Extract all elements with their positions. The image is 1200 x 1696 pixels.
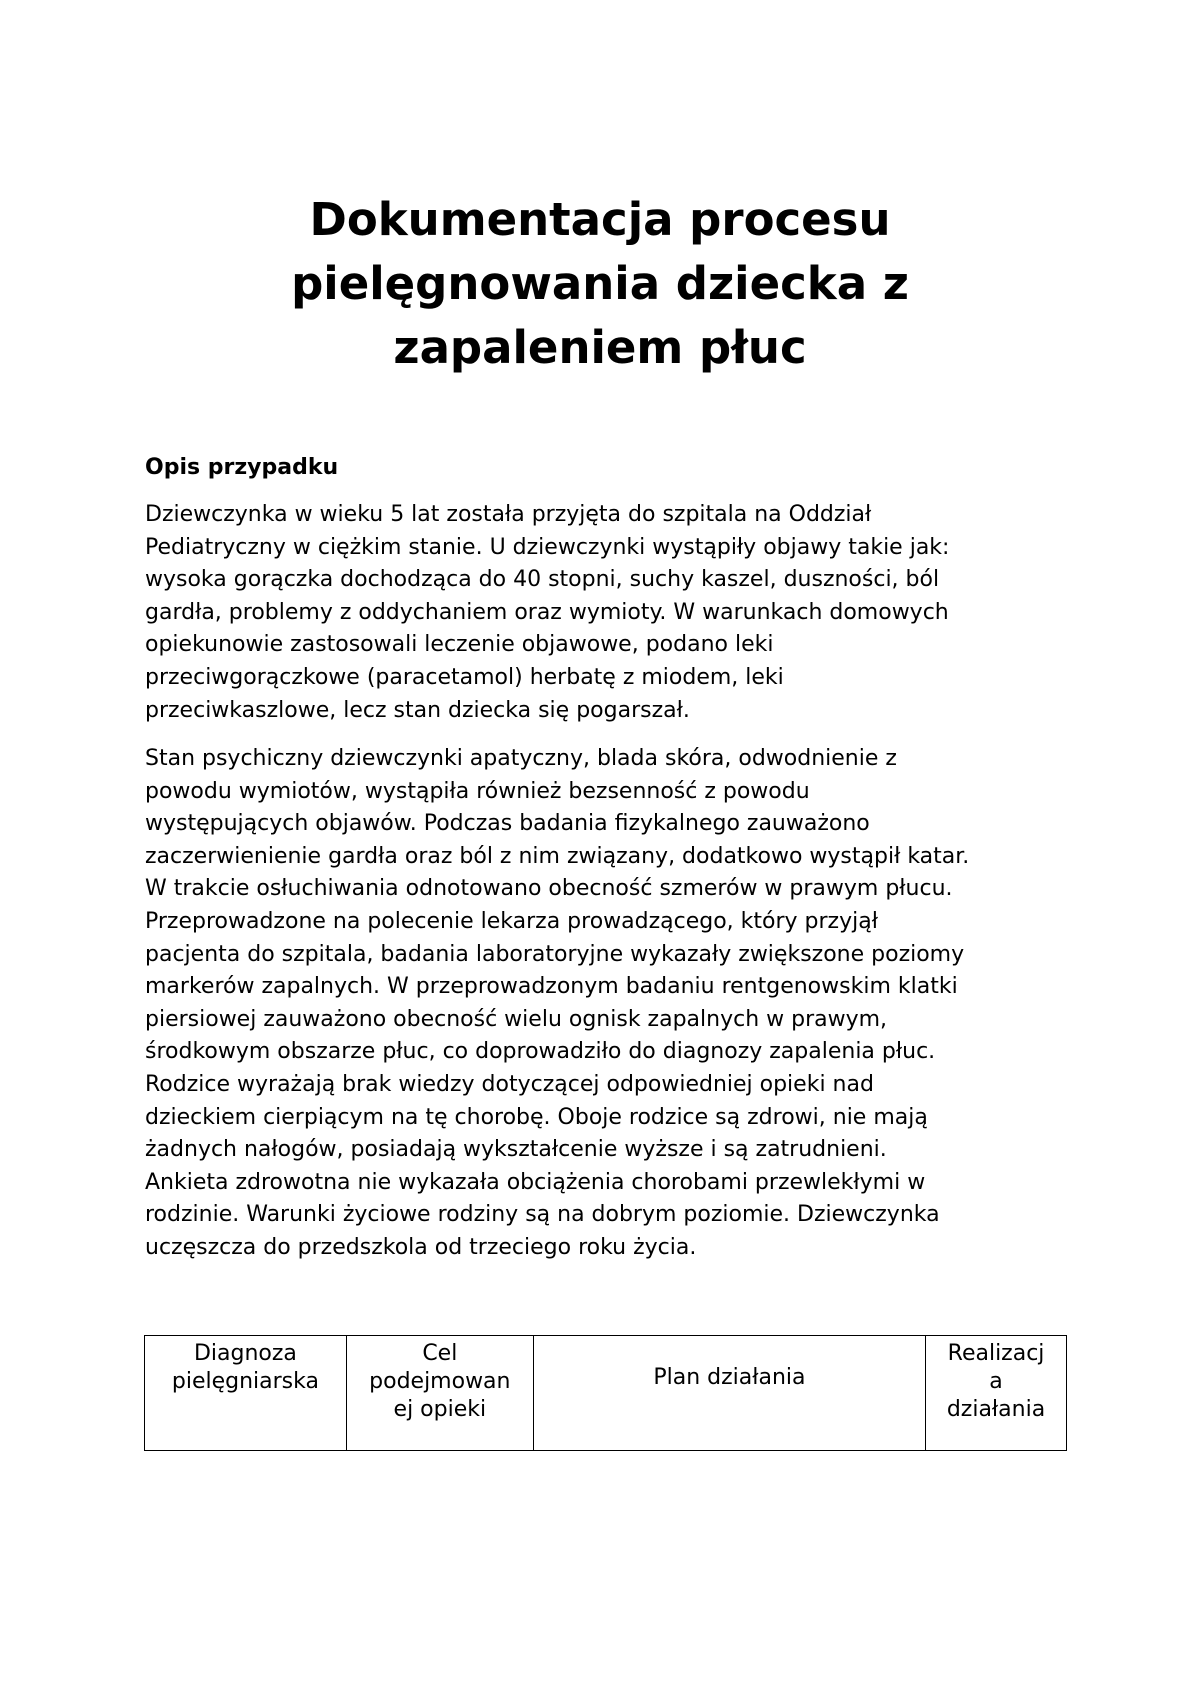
- paragraph-line: uczęszcza do przedszkola od trzeciego roku życia.: [145, 1234, 697, 1260]
- paragraph-line: Rodzice wyrażają brak wiedzy dotyczącej odpowiedniej opieki nad: [145, 1071, 874, 1097]
- document-title: [180, 188, 1020, 380]
- paragraph-line: środkowym obszarze płuc, co doprowadziło do diagnozy zapalenia płuc.: [145, 1039, 936, 1065]
- paragraph-line: Pediatryczny w ciężkim stanie. U dziewczynki wystąpiły objawy takie jak:: [145, 534, 950, 560]
- paragraph-line: W trakcie osłuchiwania odnotowano obecność szmerów w prawym płucu.: [145, 876, 953, 902]
- table-header-row: [145, 1336, 1067, 1451]
- nursing-care-table: [144, 1335, 1067, 1451]
- paragraph-line: opiekunowie zastosowali leczenie objawowe, podano leki: [145, 632, 774, 658]
- header-action-implementation: Realizacj a działania: [926, 1336, 1067, 1451]
- paragraph-line: Dziewczynka w wieku 5 lat została przyjęta do szpitala na Oddział: [145, 502, 872, 527]
- paragraph-line: przeciwgorączkowe (paracetamol) herbatę z miodem, leki: [145, 664, 784, 690]
- header-care-goal: Cel podejmowan ej opieki: [346, 1336, 533, 1451]
- paragraph-line: dzieckiem cierpiącym na tę chorobę. Oboje rodzice są zdrowi, nie mają: [145, 1104, 928, 1130]
- paragraph-line: Ankieta zdrowotna nie wykazała obciążenia chorobami przewlekłymi w: [145, 1169, 926, 1195]
- paragraph-line: zaczerwienienie gardła oraz ból z nim związany, dodatkowo wystąpił katar.: [145, 843, 970, 869]
- section-heading: Opis przypadku: [145, 455, 339, 480]
- paragraph-line: piersiowej zauważono obecność wielu ognisk zapalnych w prawym,: [145, 1006, 888, 1032]
- paragraph-line: wysoka gorączka dochodząca do 40 stopni, suchy kaszel, duszności, ból: [145, 567, 940, 593]
- paragraph-line: żadnych nałogów, posiadają wykształcenie wyższe i są zatrudnieni.: [145, 1137, 887, 1163]
- case-description-paragraph-1: [145, 499, 949, 727]
- header-nursing-diagnosis: Diagnoza pielęgniarska: [145, 1336, 347, 1451]
- title-line: pielęgnowania dziecka z: [291, 257, 909, 310]
- paragraph-line: Przeprowadzone na polecenie lekarza prowadzącego, który przyjął: [145, 908, 878, 934]
- paragraph-line: Stan psychiczny dziewczynki apatyczny, blada skóra, odwodnienie z: [145, 746, 897, 771]
- paragraph-line: pacjenta do szpitala, badania laboratoryjne wykazały zwiększone poziomy: [145, 941, 965, 967]
- title-line: Dokumentacja procesu: [309, 193, 891, 246]
- paragraph-line: markerów zapalnych. W przeprowadzonym badaniu rentgenowskim klatki: [145, 974, 958, 1000]
- paragraph-line: powodu wymiotów, wystąpiła również bezsenność z powodu: [145, 778, 810, 804]
- header-action-plan: Plan działania: [533, 1336, 925, 1451]
- title-line: zapaleniem płuc: [393, 321, 807, 374]
- paragraph-line: występujących objawów. Podczas badania fizykalnego zauważono: [145, 811, 870, 837]
- paragraph-line: przeciwkaszlowe, lecz stan dziecka się pogarszał.: [145, 697, 690, 723]
- paragraph-line: gardła, problemy z oddychaniem oraz wymioty. W warunkach domowych: [145, 599, 949, 625]
- case-description-paragraph-2: [145, 743, 969, 1265]
- paragraph-line: rodzinie. Warunki życiowe rodziny są na dobrym poziomie. Dziewczynka: [145, 1202, 940, 1228]
